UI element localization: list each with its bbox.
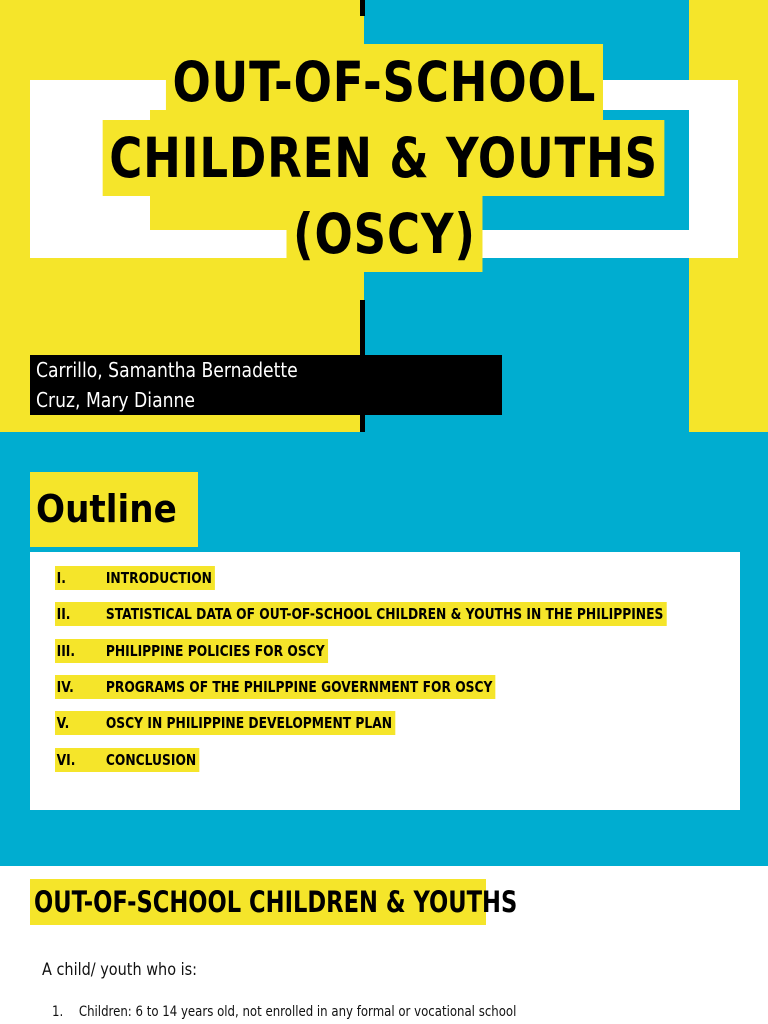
- item-text: STATISTICAL DATA OF OUT-OF-SCHOOL CHILDREN & YOUTHS IN THE PHILIPPINES: [105, 605, 664, 624]
- item-number: I.: [56, 569, 66, 588]
- title-slide: [0, 0, 768, 432]
- item-text: OSCY IN PHILIPPINE DEVELOPMENT PLAN: [105, 714, 393, 733]
- list-item: [55, 596, 768, 632]
- outline-box: [30, 552, 740, 810]
- author-1: Carrillo, Samantha Bernadette: [36, 358, 298, 382]
- slide-title: [0, 44, 768, 272]
- list-item: [55, 705, 768, 741]
- item-number: 1.: [52, 1004, 64, 1020]
- definition-slide: [0, 866, 768, 1024]
- item-text: PHILIPPINE POLICIES FOR OSCY: [105, 641, 325, 660]
- item-number: II.: [56, 605, 71, 624]
- list-item: [55, 741, 768, 777]
- title-line-2: CHILDREN & YOUTHS: [103, 120, 665, 196]
- title-line-3: (OSCY): [286, 196, 482, 272]
- list-item: [55, 633, 768, 669]
- list-item: [55, 560, 768, 596]
- outline-slide: [0, 432, 768, 866]
- outline-heading: Outline: [30, 472, 198, 547]
- item-number: IV.: [56, 678, 74, 697]
- title-line-1: OUT-OF-SCHOOL: [166, 44, 603, 120]
- authors-box: [30, 355, 502, 415]
- item-text: Children: 6 to 14 years old, not enrolled in any formal or vocational school: [78, 1004, 517, 1020]
- item-text: CONCLUSION: [105, 750, 197, 769]
- author-2: Cruz, Mary Dianne: [36, 388, 195, 412]
- definition-heading: OUT-OF-SCHOOL CHILDREN & YOUTHS: [30, 879, 486, 925]
- item-text: PROGRAMS OF THE PHILPPINE GOVERNMENT FOR OSCY: [105, 678, 493, 697]
- definition-intro: A child/ youth who is:: [42, 960, 198, 980]
- list-item: [55, 669, 768, 705]
- item-number: V.: [56, 714, 70, 733]
- definition-item: [52, 1002, 516, 1022]
- item-text: INTRODUCTION: [105, 569, 212, 588]
- outline-list: [55, 560, 768, 778]
- item-number: VI.: [56, 750, 76, 769]
- item-number: III.: [56, 641, 76, 660]
- divider-line-top: [360, 0, 365, 16]
